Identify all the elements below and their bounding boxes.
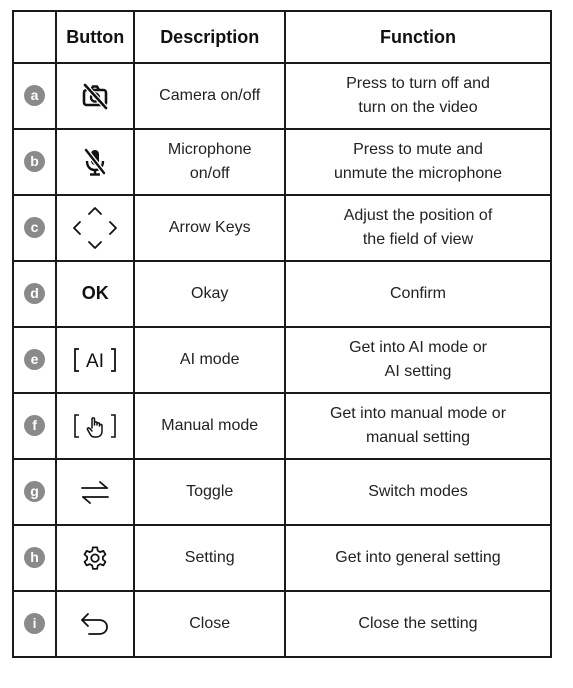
- header-row: [13, 11, 551, 63]
- function-text: unmute the microphone: [333, 165, 503, 182]
- function-text: Get into AI mode or: [349, 339, 487, 356]
- button-icon-cell: [56, 393, 134, 459]
- description-text: Setting: [184, 549, 235, 566]
- button-icon-cell: [56, 261, 134, 327]
- button-icon-cell: [56, 63, 134, 129]
- table-row: [13, 459, 551, 525]
- description-text: Okay: [191, 285, 229, 302]
- description-cell: [134, 63, 285, 129]
- function-cell: [285, 129, 551, 195]
- button-icon-cell: [56, 591, 134, 657]
- letter-badge: c: [24, 217, 45, 238]
- description-cell: [134, 393, 285, 459]
- gear-icon: [80, 543, 110, 573]
- description-text: Camera on/off: [159, 87, 261, 104]
- table-row: [13, 261, 551, 327]
- function-text: Confirm: [389, 285, 446, 302]
- function-cell: [285, 63, 551, 129]
- description-cell: [134, 129, 285, 195]
- button-function-table: [12, 10, 552, 658]
- function-cell: [285, 327, 551, 393]
- button-icon-cell: [56, 129, 134, 195]
- table-row: [13, 195, 551, 261]
- letter-badge: b: [24, 151, 45, 172]
- back-arrow-icon: [79, 611, 111, 637]
- header-button: Button: [56, 11, 134, 63]
- microphone-off-icon: [80, 147, 110, 177]
- row-letter-cell: [13, 129, 56, 195]
- letter-badge: h: [24, 547, 45, 568]
- function-text: Press to turn off and: [346, 75, 490, 92]
- button-icon-cell: [56, 327, 134, 393]
- function-text: Adjust the position of: [343, 207, 493, 224]
- function-cell: [285, 525, 551, 591]
- letter-badge: f: [24, 415, 45, 436]
- description-text: Close: [189, 615, 231, 632]
- letter-badge: e: [24, 349, 45, 370]
- description-cell: [134, 525, 285, 591]
- header-description: Description: [134, 11, 285, 63]
- description-text: Arrow Keys: [168, 219, 251, 236]
- function-text: manual setting: [365, 429, 471, 446]
- letter-badge: a: [24, 85, 45, 106]
- description-text: Microphone: [167, 141, 252, 158]
- row-letter-cell: [13, 261, 56, 327]
- letter-badge: i: [24, 613, 45, 634]
- ai-mode-icon: [72, 346, 118, 374]
- function-text: Close the setting: [358, 615, 478, 632]
- table-row: [13, 393, 551, 459]
- table-row: [13, 591, 551, 657]
- row-letter-cell: [13, 393, 56, 459]
- row-letter-cell: [13, 327, 56, 393]
- toggle-icon: [79, 479, 111, 505]
- table-row: [13, 525, 551, 591]
- row-letter-cell: [13, 459, 56, 525]
- letter-badge: d: [24, 283, 45, 304]
- function-text: AI setting: [384, 363, 452, 380]
- function-cell: [285, 393, 551, 459]
- description-cell: [134, 459, 285, 525]
- description-cell: [134, 591, 285, 657]
- row-letter-cell: [13, 195, 56, 261]
- ai-mode-icon-label: AI: [86, 351, 105, 372]
- description-text: Manual mode: [161, 417, 259, 434]
- function-cell: [285, 261, 551, 327]
- function-text: Get into general setting: [335, 549, 501, 566]
- function-text: Press to mute and: [353, 141, 483, 158]
- table-row: [13, 327, 551, 393]
- button-icon-cell: [56, 459, 134, 525]
- function-cell: [285, 591, 551, 657]
- camera-off-icon: [80, 81, 110, 111]
- ok-button-label: OK: [81, 283, 109, 303]
- description-text: AI mode: [179, 351, 240, 368]
- function-cell: [285, 195, 551, 261]
- letter-badge: g: [24, 481, 45, 502]
- row-letter-cell: [13, 525, 56, 591]
- function-text: the field of view: [362, 231, 474, 248]
- table-row: [13, 63, 551, 129]
- function-text: turn on the video: [358, 99, 478, 116]
- table-row: [13, 129, 551, 195]
- description-text: on/off: [189, 165, 230, 182]
- manual-mode-icon: [72, 412, 118, 440]
- description-text: Toggle: [186, 483, 234, 500]
- description-cell: [134, 195, 285, 261]
- description-cell: [134, 261, 285, 327]
- function-text: Get into manual mode or: [329, 405, 507, 422]
- row-letter-cell: [13, 63, 56, 129]
- header-function: Function: [285, 11, 551, 63]
- row-letter-cell: [13, 591, 56, 657]
- button-icon-cell: [56, 195, 134, 261]
- description-cell: [134, 327, 285, 393]
- function-text: Switch modes: [368, 483, 468, 500]
- header-letter: [13, 11, 56, 63]
- function-cell: [285, 459, 551, 525]
- arrow-keys-icon: [71, 205, 119, 251]
- button-icon-cell: [56, 525, 134, 591]
